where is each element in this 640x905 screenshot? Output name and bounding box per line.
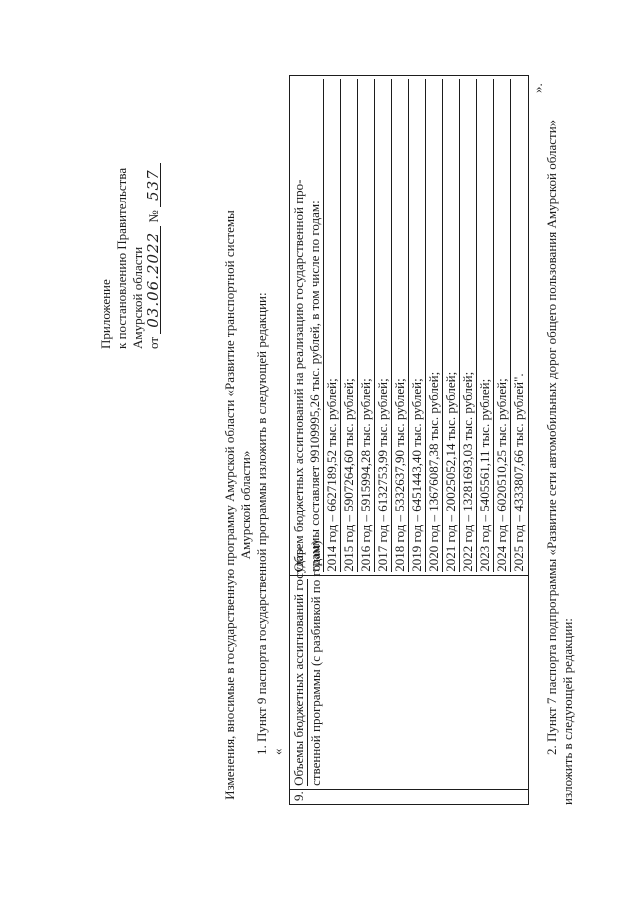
value-line: 2017 год – 6132753,99 тыс. рублей;: [375, 79, 392, 572]
approval-line-3: Амурской области: [130, 246, 145, 349]
closing-quote: ».: [530, 83, 545, 93]
value-line: граммы составляет 99109995,26 тыс. рублей, в том числе по годам:: [307, 79, 324, 572]
document-title-line-2: Амурской области»: [238, 450, 253, 560]
row-number-cell: 9.: [290, 789, 529, 804]
approval-line-2: к постановлению Правительства: [114, 167, 129, 349]
value-line: 2019 год – 6451443,40 тыс. рублей;: [409, 79, 426, 572]
value-line: Объем бюджетных ассигнований на реализацию государственной про-: [291, 179, 306, 572]
row-name-cell: [290, 540, 529, 789]
from-label: от: [146, 336, 161, 349]
value-line: 2021 год – 20025052,14 тыс. рублей;: [443, 79, 460, 572]
value-line: 2023 год – 5405561,11 тыс. рублей;: [477, 79, 494, 572]
handwritten-number: 537: [146, 163, 161, 207]
value-line: 2016 год – 5915994,28 тыс. рублей;: [358, 79, 375, 572]
document-title-line-1: Изменения, вносимые в государственную программу Амурской области «Развитие транспортной системы: [222, 210, 237, 800]
value-line: 2025 год – 4333807,66 тыс. рублей".: [511, 373, 526, 572]
row-value-cell: [290, 76, 529, 576]
table-row: [290, 76, 529, 805]
item-2-text-line-2: изложить в следующей редакции:: [560, 618, 575, 805]
value-line: 2018 год – 5332637,90 тыс. рублей;: [392, 79, 409, 572]
value-line: 2015 год – 5907264,60 тыс. рублей;: [341, 79, 358, 572]
name-line: Объемы бюджетных ассигнований государ-: [291, 544, 306, 786]
approval-date-row: [146, 49, 162, 349]
approval-line-1: Приложение: [98, 279, 113, 349]
value-line: 2022 год – 13281693,03 тыс. рублей;: [460, 79, 477, 572]
handwritten-date: 03.06.2022: [146, 226, 161, 334]
item-2-text-line-1: 2. Пункт 7 паспорта подпрограммы «Развитие сети автомобильных дорог общего пользования Амурской области»: [544, 119, 559, 755]
number-label: №: [146, 210, 161, 223]
value-line: 2020 год – 13676087,38 тыс. рублей;: [426, 79, 443, 572]
item-1-text: 1. Пункт 9 паспорта государственной программы изложить в следующей редакции:: [254, 292, 269, 755]
value-line: 2024 год – 6020510,25 тыс. рублей;: [494, 79, 511, 572]
name-line: ственной программы (с разбивкой по годам): [308, 540, 323, 786]
opening-quote: «: [270, 748, 285, 755]
passport-table: [289, 75, 529, 805]
value-line: 2014 год – 6627189,52 тыс. рублей;: [324, 79, 341, 572]
approval-block: [98, 49, 162, 349]
